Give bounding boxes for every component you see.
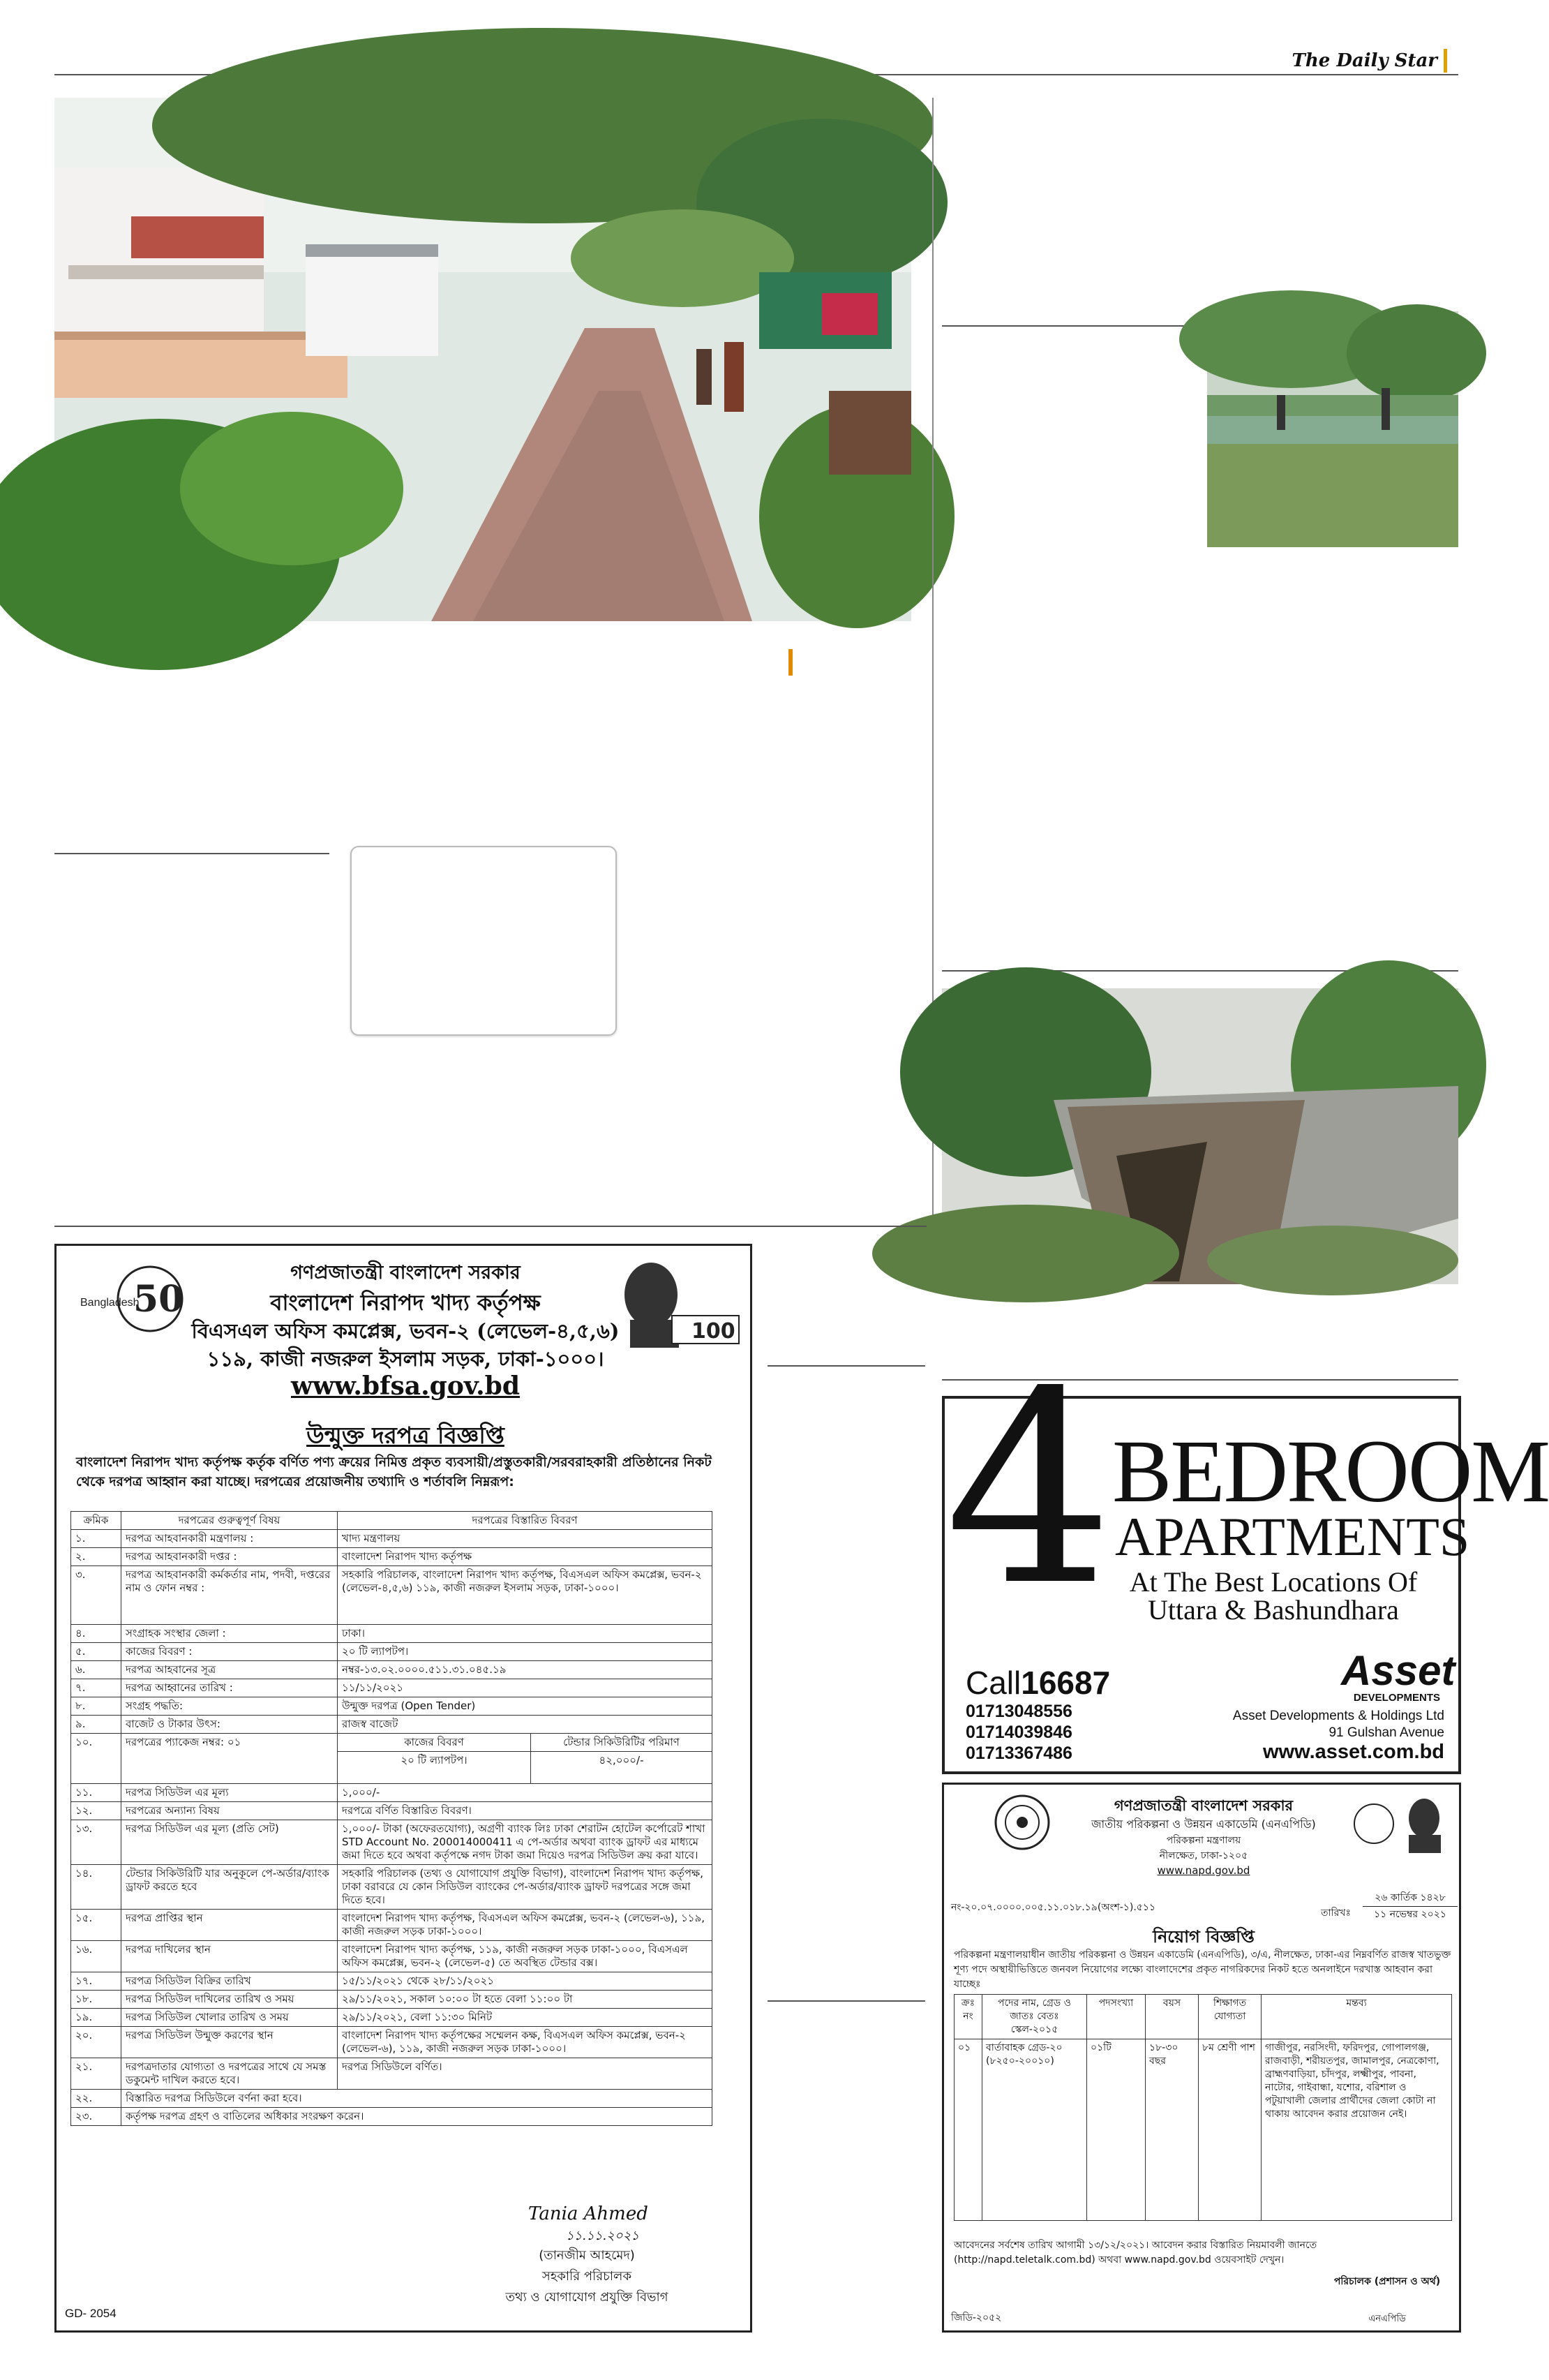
table-row [71, 2090, 712, 2108]
row-item: দরপত্র সিডিউল উন্মুক্ত করণের স্থান [121, 2027, 338, 2058]
photo-fish-pond [1207, 311, 1458, 547]
napd-signer-org: এনএপিডি [1368, 2314, 1406, 2324]
napd-row-post: বার্তাবাহক গ্রেড-২০ (৮২৫০-২০০১০) [982, 2039, 1087, 2221]
table-row [71, 1625, 712, 1643]
napd-row-age: ১৮-৩০ বছর [1146, 2039, 1199, 2221]
table-row [71, 2108, 712, 2126]
row-no: ১৬. [71, 1941, 121, 1972]
asset-website[interactable]: www.asset.com.bd [1263, 1741, 1444, 1763]
row-item: দরপত্রের প্যাকেজ নম্বর: ০১ [121, 1734, 338, 1784]
mujib-logo-number: 100 [691, 1319, 735, 1344]
table-row [71, 1820, 712, 1865]
row-detail: বিস্তারিত দরপত্র সিডিউলে বর্ণনা করা হবে। [121, 2090, 712, 2108]
row-item: কাজের বিবরণ : [121, 1643, 338, 1661]
napd-date-label: তারিখঃ [1321, 1907, 1351, 1919]
row-item: দরপত্র আহবানকারী মন্ত্রণালয় : [121, 1530, 338, 1548]
napd-col-education: শিক্ষাগত যোগ্যতা [1199, 1995, 1262, 2039]
row-no: ১৮. [71, 1991, 121, 2009]
row-item: দরপত্র আহবানকারী দপ্তর : [121, 1548, 338, 1566]
logo-text: Bangladesh [80, 1297, 140, 1309]
left-section-rule [54, 853, 329, 854]
row-item: দরপত্রদাতার যোগ্যতা ও দরপত্রের সাথে যে সমস্ত ডকুমেন্ট দাখিল করতে হবে। [121, 2058, 338, 2090]
napd-col-age: বয়স [1146, 1995, 1199, 2039]
row-detail: বাংলাদেশ নিরাপদ খাদ্য কর্তৃপক্ষ, বিএসএল অফিস কমপ্লেক্স, ভবন-২ (লেভেল-৬), ১১৯, কাজী নজরুল সড়ক ঢাকা-১০০০। [338, 1910, 712, 1941]
ad-phone-3[interactable]: 01713367486 [966, 1743, 1072, 1763]
row-item: দরপত্র আহবানকারী কর্মকর্তার নাম, পদবী, দপ্তরের নাম ও ফোন নম্বর : [121, 1566, 338, 1625]
bfsa-header-line4: ১১৯, কাজী নজরুল ইসলাম সড়ক, ঢাকা-১০০০। [207, 1347, 604, 1371]
call-number[interactable]: 16687 [1021, 1665, 1111, 1701]
table-header-row [71, 1512, 712, 1530]
asset-company-name: Asset Developments & Holdings Ltd [1232, 1709, 1444, 1723]
napd-table-row [955, 2039, 1452, 2221]
handwritten-signature: Tania Ahmed [528, 2203, 648, 2224]
table-row [71, 1548, 712, 1566]
row-item: দরপত্র সিডিউল এর মূল্য [121, 1784, 338, 1802]
row-detail: নম্বর-১৩.০২.০০০০.৫১১.৩১.০৪৫.১৯ [338, 1661, 712, 1679]
row-item: দরপত্র সিডিউল এর মূল্য (প্রতি সেট) [121, 1820, 338, 1865]
col-serial-header: ক্রমিক [71, 1512, 121, 1530]
village-road-image [54, 98, 911, 621]
caption-accent-mark [788, 649, 793, 676]
fish-pond-image [1207, 311, 1458, 547]
call-label: Call [966, 1665, 1022, 1701]
signer-name: (তানজীম আহমেদ) [539, 2248, 635, 2263]
row-detail: রাজস্ব বাজেট [338, 1716, 712, 1734]
napd-vacancy-table [954, 1994, 1452, 2221]
top-rule-right [833, 74, 1458, 75]
napd-col-post: পদের নাম, গ্রেড ও জাতঃ বেতঃ স্কেল-২০১৫ [982, 1995, 1087, 2039]
signer-title: সহকারি পরিচালক [541, 2269, 632, 2284]
table-row [71, 1679, 712, 1697]
asset-logo: Asset [1341, 1647, 1456, 1694]
row-item: দরপত্র সিডিউল খোলার তারিখ ও সময় [121, 2009, 338, 2027]
napd-row-remark: গাজীপুর, নরসিংদী, ফরিদপুর, গোপালগঞ্জ, রাজবাড়ী, শরীয়তপুর, জামালপুর, নেত্রকোণা, ব্রাহ্মণবাড়িয়া, চাঁদপুর, লক্ষ্মীপুর, পাবনা, নাটোর, গাইবান্ধা, যশোর, বরিশাল ও পটুয়াখালী জেলার প্রার্থীদের জেলা কোটা না থাকায় আবেদন করার প্রয়োজন নেই। [1262, 2039, 1452, 2221]
row-detail: ২৯/১১/২০২১, বেলা ১১:৩০ মিনিট [338, 2009, 712, 2027]
row-detail: বাংলাদেশ নিরাপদ খাদ্য কর্তৃপক্ষ [338, 1548, 712, 1566]
table-row [71, 1802, 712, 1820]
row-item: দরপত্রের অন্যান্য বিষয় [121, 1802, 338, 1820]
napd-row-education: ৮ম শ্রেণী পাশ [1199, 2039, 1262, 2221]
napd-header-line3: পরিকল্পনা মন্ত্রণালয় [1166, 1835, 1241, 1846]
table-row [71, 1716, 712, 1734]
napd-col-remark: মন্তব্য [1262, 1995, 1452, 2039]
road-collapse-image [942, 988, 1458, 1284]
row-item: দরপত্র আহবানের সূত্র [121, 1661, 338, 1679]
row-no: ৭. [71, 1679, 121, 1697]
table-row-package [71, 1734, 712, 1752]
row-no: ৩. [71, 1566, 121, 1625]
napd-header-line1: গণপ্রজাতন্ত্রী বাংলাদেশ সরকার [1114, 1797, 1294, 1814]
row-no: ৬. [71, 1661, 121, 1679]
package-subheader-1: কাজের বিবরণ [338, 1734, 531, 1752]
row-detail: ২০ টি ল্যাপটপ। [338, 1643, 712, 1661]
row-item: সংগ্রহ পদ্ধতি: [121, 1697, 338, 1716]
main-photo-village-road [54, 98, 911, 621]
row-detail: ১,০০০/- [338, 1784, 712, 1802]
ad-headline-apartments: APARTMENTS [1115, 1506, 1470, 1567]
package-value-1: ২০ টি ল্যাপটপ। [338, 1752, 531, 1784]
row-no: ৮. [71, 1697, 121, 1716]
napd-row-no: ০১ [955, 2039, 982, 2221]
signer-dept: তথ্য ও যোগাযোগ প্রযুক্তি বিভাগ [505, 2290, 668, 2305]
ad-phone-2[interactable]: 01714039846 [966, 1723, 1072, 1742]
napd-website-link[interactable]: www.napd.gov.bd [1157, 1864, 1250, 1877]
row-no: ১৫. [71, 1910, 121, 1941]
table-row [71, 1941, 712, 1972]
row-no: ১৯. [71, 2009, 121, 2027]
row-item: টেন্ডার সিকিউরিটি যার অনুকূলে পে-অর্ডার/ব্যাংক ড্রাফট করতে হবে [121, 1865, 338, 1910]
napd-table-header [955, 1995, 1452, 2039]
row-detail: বাংলাদেশ নিরাপদ খাদ্য কর্তৃপক্ষ, ১১৯, কাজী নজরুল সড়ক ঢাকা-১০০০, বিএসএল অফিস কমপ্লেক্স, ভবন-২ (লেভেল-৫) তে অবস্থিত টেন্ডার বক্স। [338, 1941, 712, 1972]
row-no: ৫. [71, 1643, 121, 1661]
blank-callout-box [350, 846, 617, 1036]
masthead-accent-bar [1444, 49, 1447, 73]
small-rule-1 [768, 1365, 925, 1367]
row-no: ১. [71, 1530, 121, 1548]
row-no: ৪. [71, 1625, 121, 1643]
row-detail: ঢাকা। [338, 1625, 712, 1643]
signature-date: ১১.১১.২০২১ [566, 2229, 639, 2243]
table-row [71, 1972, 712, 1991]
table-row [71, 1661, 712, 1679]
napd-date-bangla: ২৬ কার্তিক ১৪২৮ [1363, 1889, 1458, 1907]
bfsa-tender-table [70, 1511, 712, 2126]
photo-road-collapse [942, 988, 1458, 1284]
package-value-2: ৪২,০০০/- [531, 1752, 712, 1784]
row-detail: ১৫/১১/২০২১ থেকে ২৮/১১/২০২১ [338, 1972, 712, 1991]
small-rule-2 [768, 2000, 925, 2002]
package-subheader-2: টেন্ডার সিকিউরিটির পরিমাণ [531, 1734, 712, 1752]
row-detail: দরপত্র সিডিউলে বর্ণিত। [338, 2058, 712, 2090]
row-detail: সহকারি পরিচালক, বাংলাদেশ নিরাপদ খাদ্য কর্তৃপক্ষ, বিএসএল অফিস কমপ্লেক্স, ভবন-২ (লেভেল-৪,৫,৬) ১১৯, কাজী নজরুল ইসলাম সড়ক, ঢাকা-১০০০। [338, 1566, 712, 1625]
ad-subline-locations: Uttara & Bashundhara [1148, 1594, 1399, 1626]
table-row [71, 1784, 712, 1802]
ad-headline-bedroom: BEDROOM [1112, 1422, 1549, 1521]
napd-intro-text: পরিকল্পনা মন্ত্রণালয়াধীন জাতীয় পরিকল্পনা ও উন্নয়ন একাডেমি (এনএপিডি), ৩/এ, নীলক্ষেত, ঢাকা-এর নিম্নবর্ণিত রাজস্ব খাতভুক্ত শূণ্য পদে অস্থায়ীভিত্তিতে জনবল নিয়োগের লক্ষ্যে বাংলাদেশের প্রকৃত নাগরিকদের নিকট হতে অনলাইনে দরখাস্ত আহবান করা যাচ্ছেঃ [954, 1949, 1451, 1990]
asset-apartments-ad [942, 1334, 1549, 1774]
row-item: দরপত্র প্রাপ্তির স্থান [121, 1910, 338, 1941]
table-row [71, 1643, 712, 1661]
napd-col-serial: ক্রঃ নং [955, 1995, 982, 2039]
masthead-logo: The Daily Star [1292, 50, 1437, 71]
bfsa-notice-title: উন্মুক্ত দরপত্র বিজ্ঞপ্তি [306, 1422, 504, 1449]
right-section-rule [942, 325, 1192, 327]
row-detail: ১,০০০/- টাকা (অফেরতযোগ্য), অগ্রণী ব্যাংক লিঃ ঢাকা শেরাটন হোটেল কর্পোরেট শাখা STD Account No. 200014000411 এ পে-অর্ডার অথবা ব্যাংক ড্রাফট এর মাধ্যমে জমা দিতে হবে অথবা কর্তৃপক্ষে নগদ টাকা জমা দিয়েও দরপত্র সিডিউল ক্রয় করা যাবে। [338, 1820, 712, 1865]
table-row [71, 1865, 712, 1910]
row-detail: সহকারি পরিচালক (তথ্য ও যোগাযোগ প্রযুক্তি বিভাগ), বাংলাদেশ নিরাপদ খাদ্য কর্তৃপক্ষ, ঢাকা বরাবরে যে কোন সিডিউল ব্যাংকের পে-অর্ডার/ব্যাংক ড্রাফট দরপত্রের সঙ্গে জমা দিতে হবে। [338, 1865, 712, 1910]
row-item: দরপত্র দাখিলের স্থান [121, 1941, 338, 1972]
bfsa-tender-ad [54, 1244, 752, 2333]
ad-call-line [966, 1664, 1110, 1702]
napd-memo-number: নং-২০.০৭.০০০০.০০৫.১১.০১৮.১৯(অংশ-১).৫১১ [951, 1902, 1156, 1913]
napd-date-english: ১১ নভেম্বর ২০২১ [1374, 1909, 1446, 1920]
asset-logo-sub: DEVELOPMENTS [1353, 1692, 1440, 1704]
bfsa-website-link[interactable]: www.bfsa.gov.bd [290, 1371, 521, 1401]
row-item: দরপত্র সিডিউল বিক্রির তারিখ [121, 1972, 338, 1991]
table-row [71, 2058, 712, 2090]
row-item: বাজেট ও টাকার উৎস: [121, 1716, 338, 1734]
logo-number: 50 [133, 1278, 184, 1321]
row-detail: কর্তৃপক্ষ দরপত্র গ্রহণ ও বাতিলের অধিকার সংরক্ষণ করেন। [121, 2108, 712, 2126]
ad-subline-best: At The Best Locations Of [1129, 1566, 1418, 1598]
bfsa-gd-number: GD- 2054 [65, 2307, 117, 2320]
row-no: ২১. [71, 2058, 121, 2090]
row-no: ২৩. [71, 2108, 121, 2126]
row-detail: দরপত্রে বর্ণিত বিস্তারিত বিবরণ। [338, 1802, 712, 1820]
row-no: ২. [71, 1548, 121, 1566]
napd-header-line2: জাতীয় পরিকল্পনা ও উন্নয়ন একাডেমি (এনএপিডি) [1091, 1817, 1316, 1831]
row-item: দরপত্র আহ্বানের তারিখ : [121, 1679, 338, 1697]
table-row [71, 1910, 712, 1941]
row-detail: ২৯/১১/২০২১, সকাল ১০:০০ টা হতে বেলা ১১:০০ টা [338, 1991, 712, 2009]
table-row [71, 1991, 712, 2009]
row-detail: খাদ্য মন্ত্রণালয় [338, 1530, 712, 1548]
row-no: ১২. [71, 1802, 121, 1820]
row-no: ১৪. [71, 1865, 121, 1910]
bfsa-header-line3: বিএসএল অফিস কমপ্লেক্স, ভবন-২ (লেভেল-৪,৫,৬) [191, 1319, 620, 1343]
bfsa-intro-text: বাংলাদেশ নিরাপদ খাদ্য কর্তৃপক্ষ কর্তৃক বর্ণিত পণ্য ক্রয়ের নিমিত্ত প্রকৃত ব্যবসায়ী/প্রস্তুতকারী/সরবরাহকারী প্রতিষ্ঠানের নিকট থেকে দরপত্র আহ্বান করা যাচ্ছে। দরপত্রের প্রয়োজনীয় তথ্যাদি ও শর্তাবলি নিম্নরূপ: [76, 1455, 712, 1489]
ad-big-number: 4 [945, 1334, 1114, 1644]
row-no: ২২. [71, 2090, 121, 2108]
row-no: ৯. [71, 1716, 121, 1734]
napd-col-count: পদসংখ্যা [1087, 1995, 1146, 2039]
napd-notice-title: নিয়োগ বিজ্ঞপ্তি [1153, 1926, 1255, 1947]
row-detail: ১১/১১/২০২১ [338, 1679, 712, 1697]
row-no: ১১. [71, 1784, 121, 1802]
table-row [71, 1566, 712, 1625]
ad-phone-1[interactable]: 01713048556 [966, 1702, 1072, 1721]
col-item-header: দরপত্রের গুরুত্বপূর্ণ বিষয় [121, 1512, 338, 1530]
napd-signer-title: পরিচালক (প্রশাসন ও অর্থ) [1333, 2276, 1441, 2287]
napd-recruitment-ad [942, 1783, 1461, 2333]
row-detail: বাংলাদেশ নিরাপদ খাদ্য কর্তৃপক্ষের সম্মেলন কক্ষ, বিএসএল অফিস কমপ্লেক্স, ভবন-২ (লেভেল-৬), ১১৯, কাজী নজরুল সড়ক ঢাকা-১০০০। [338, 2027, 712, 2058]
napd-footer-text: আবেদনের সর্বশেষ তারিখ আগামী ১৩/১২/২০২১। আবেদন করার বিস্তারিত নিয়মাবলী জানতে (http://napd.teletalk.com.bd) অথবা www.napd.gov.bd ওয়েবসাইট দেখুন। [954, 2240, 1317, 2266]
table-row [71, 1530, 712, 1548]
napd-gd-number: জিডি-২০৫২ [951, 2312, 1002, 2323]
row-no: ১০. [71, 1734, 121, 1784]
col-detail-header: দরপত্রের বিস্তারিত বিবরণ [338, 1512, 712, 1530]
row-item: দরপত্র সিডিউল দাখিলের তারিখ ও সময় [121, 1991, 338, 2009]
row-item: সংগ্রাহক সংস্থার জেলা : [121, 1625, 338, 1643]
napd-row-count: ০১টি [1087, 2039, 1146, 2221]
row-no: ২০. [71, 2027, 121, 2058]
row-no: ১৭. [71, 1972, 121, 1991]
table-row [71, 2009, 712, 2027]
table-row [71, 1697, 712, 1716]
bfsa-header-line2: বাংলাদেশ নিরাপদ খাদ্য কর্তৃপক্ষ [270, 1291, 541, 1316]
bfsa-header-line1: গণপ্রজাতন্ত্রী বাংলাদেশ সরকার [290, 1262, 521, 1284]
row-detail: উন্মুক্ত দরপত্র (Open Tender) [338, 1697, 712, 1716]
row-no: ১৩. [71, 1820, 121, 1865]
napd-header-line4: নীলক্ষেত, ঢাকা-১২০৫ [1159, 1850, 1248, 1861]
asset-address: 91 Gulshan Avenue [1329, 1725, 1444, 1740]
bottom-section-rule [54, 1226, 927, 1227]
table-row [71, 2027, 712, 2058]
